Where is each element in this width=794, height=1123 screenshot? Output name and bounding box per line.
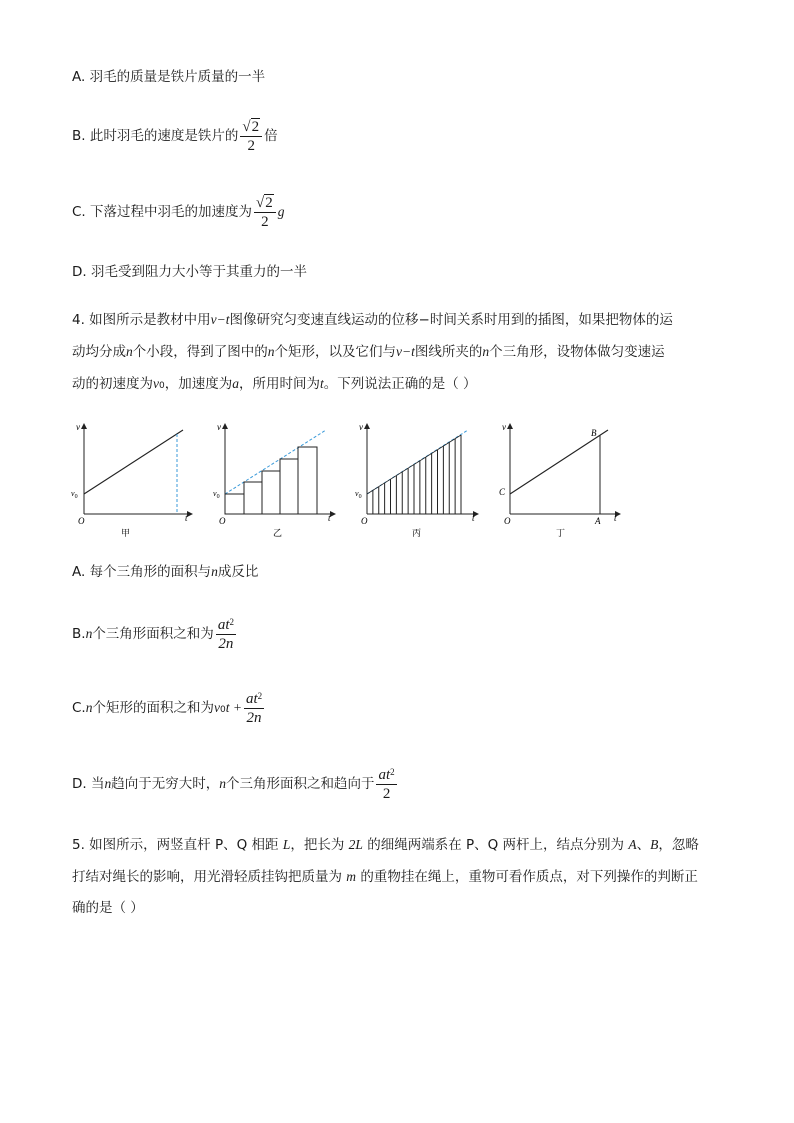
svg-text:v: v bbox=[502, 422, 506, 432]
q4-option-b: B.n个三角形面积之和为 $\frac{at^2}{2n}$ bbox=[72, 616, 234, 652]
caption-ding: 丁 bbox=[556, 528, 566, 538]
fraction-sqrt2-over-2: $\frac{√2}{2}$ bbox=[254, 194, 276, 231]
q5-stem: 5. 如图所示，两竖直杆 P、Q 相距 L，把长为 2L 的细绳两端系在 P、Q 两杆上，结点分别为 A、B，忽略 打结对绳长的影响，用光滑轻质挂钩把质量为 m 的重物挂在绳上，重物可看作质点，对下列操作的判断正 确的是（ ） bbox=[72, 837, 699, 916]
svg-text:v0: $v_0$ bbox=[71, 489, 78, 500]
svg-text:v0: $v_0$ bbox=[355, 489, 362, 500]
q3-option-a: A. 羽毛的质量是铁片质量的一半 bbox=[72, 69, 266, 85]
q3-option-b: B. 此时羽毛的速度是铁片的 $\frac{√2}{2}$ 倍 bbox=[72, 118, 278, 154]
q4-figure bbox=[0, 418, 794, 548]
graph-jia bbox=[71, 422, 192, 538]
caption-jia: 甲 bbox=[121, 528, 131, 538]
graph-ding bbox=[499, 422, 620, 538]
svg-text:C: C bbox=[499, 487, 506, 497]
q3-option-c: C. 下落过程中羽毛的加速度为 $\frac{√2}{2}$ g bbox=[72, 194, 285, 230]
fraction-at2-over-2: $\frac{at^2}{2}$ bbox=[378, 766, 395, 802]
fraction-sqrt2-over-2: $\frac{√2}{2}$ bbox=[240, 118, 262, 155]
svg-text:O: O bbox=[504, 516, 511, 526]
svg-text:t: t bbox=[185, 513, 188, 523]
svg-text:O: O bbox=[219, 516, 226, 526]
q4-option-d: D. 当n趋向于无穷大时，n个三角形面积之和趋向于 $\frac{at^2}{2}$ bbox=[72, 766, 395, 802]
svg-text:O: O bbox=[361, 516, 368, 526]
fraction-at2-over-2n: $\frac{at^2}{2n}$ bbox=[245, 690, 263, 726]
svg-text:v: v bbox=[359, 422, 363, 432]
svg-text:v: v bbox=[217, 422, 221, 432]
fraction-at2-over-2n: $\frac{at^2}{2n}$ bbox=[217, 616, 234, 652]
svg-text:O: O bbox=[78, 516, 85, 526]
svg-text:t: t bbox=[472, 513, 475, 523]
q4-option-a: A. 每个三角形的面积与n成反比 bbox=[72, 564, 259, 580]
svg-text:v0: $v_0$ bbox=[213, 489, 220, 500]
svg-text:v: v bbox=[76, 422, 80, 432]
caption-yi: 乙 bbox=[273, 528, 283, 538]
svg-text:t: t bbox=[328, 513, 331, 523]
caption-bing: 丙 bbox=[412, 528, 422, 538]
svg-text:t: t bbox=[614, 513, 617, 523]
svg-text:B: B bbox=[591, 428, 597, 438]
q4-option-c: C.n个矩形的面积之和为$v_0t$ + $\frac{at^2}{2n}$ bbox=[72, 690, 263, 726]
graph-bing bbox=[355, 422, 478, 538]
graph-yi bbox=[213, 422, 335, 538]
q3-option-d: D. 羽毛受到阻力大小等于其重力的一半 bbox=[72, 264, 307, 280]
svg-text:A: A bbox=[595, 516, 601, 526]
q4-stem: 4. 如图所示是教材中用v−t图像研究匀变速直线运动的位移−时间关系时用到的插图，如果把物体的运 动均分成n个小段，得到了图中的n个矩形，以及它们与v−t图线所夹的n个三角形，设物体做匀变速运 动的初速度为$v_0$，加速度为a，所用时间为t。下列说法正确的是（ ） bbox=[72, 312, 673, 392]
